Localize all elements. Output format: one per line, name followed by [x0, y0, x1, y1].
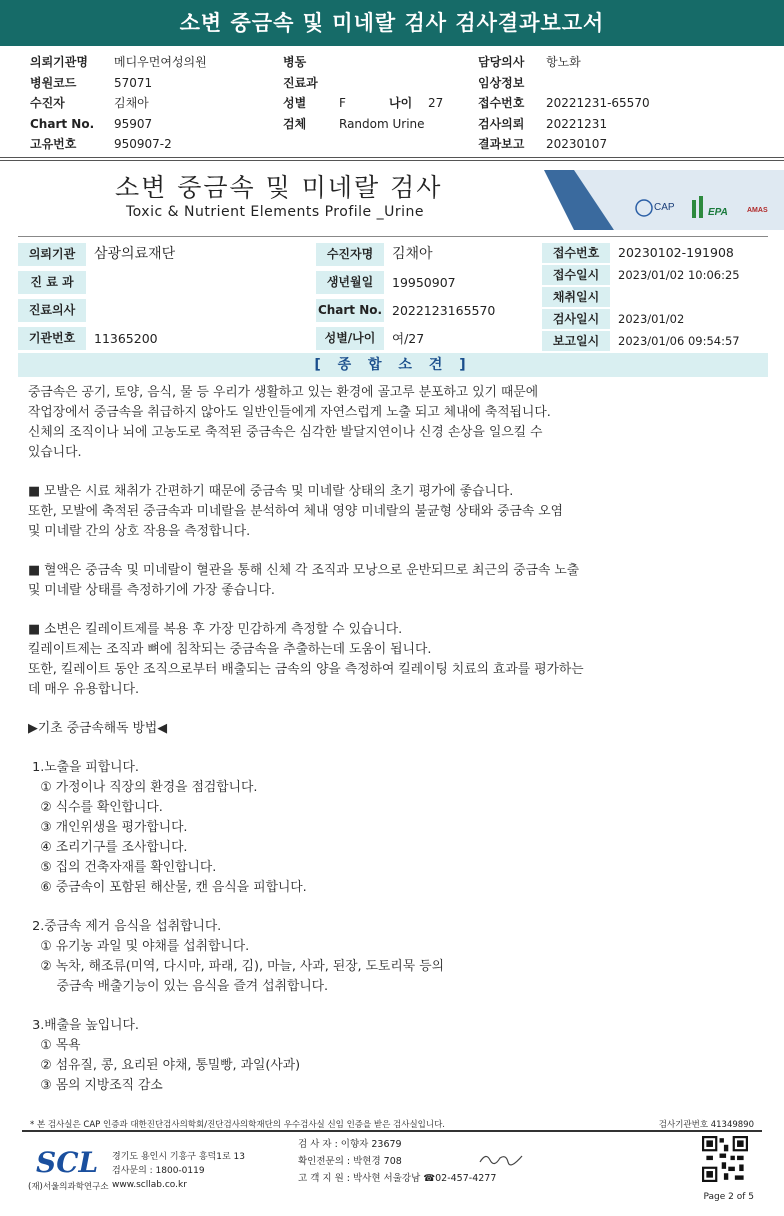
label: Chart No. [30, 116, 95, 131]
sex-label: 성별 [283, 96, 307, 110]
customer-support: 고 객 지 원 : 박사현 서울강남 ☎02-457-4277 [298, 1173, 497, 1184]
label: 생년월일 [316, 271, 384, 294]
text-line: ③ 몸의 지방조직 감소 [28, 1078, 163, 1093]
label: 검사일시 [542, 309, 610, 329]
value: 김채아 [114, 96, 149, 110]
dept-value [86, 271, 312, 294]
birth-value: 19950907 [392, 275, 456, 290]
sexage-value: 여/27 [392, 331, 425, 346]
label: 의뢰기관명 [30, 55, 88, 69]
address-block [112, 1150, 245, 1192]
specimen-label: 검체 [283, 116, 307, 131]
registration-number: 검사기관번호 41349890 [658, 1120, 754, 1130]
text-line: 킬레이트제는 조직과 뼈에 침착되는 중금속을 추출하는데 도움이 됩니다. [28, 642, 432, 657]
chart-value: 2022123165570 [392, 303, 496, 318]
text-line: ① 가정이나 직장의 환경을 점검합니다. [28, 780, 258, 795]
tester: 검 사 자 : 이향자 23679 [298, 1139, 402, 1150]
kolas-logo-icon [692, 200, 696, 218]
address: 경기도 용인시 기흥구 흥덕1로 13 [112, 1152, 245, 1162]
label: 보고일시 [542, 331, 610, 351]
value: 메디우먼여성의원 [114, 55, 207, 69]
text-line: ① 유기농 과일 및 야채를 섭취합니다. [28, 939, 250, 954]
amas-logo: AMAS [747, 207, 768, 214]
divider [0, 157, 784, 158]
value: 950907-2 [114, 137, 172, 151]
text-line: 작업장에서 중금속을 취급하지 않아도 일반인들에게 자연스럽게 노출 되고 체내에 축적됩니다. [28, 405, 551, 420]
doctor-value [86, 299, 312, 322]
label: 검사의뢰 [478, 116, 525, 131]
text-line: ⑤ 집의 건축자재를 확인합니다. [28, 860, 217, 875]
cap-logo: CAP [654, 202, 675, 213]
label: 성별/나이 [316, 327, 384, 350]
page-number: Page 2 of 5 [703, 1192, 754, 1202]
collect-value [610, 287, 768, 307]
inner-title: 소변 중금속 및 미네랄 검사 [115, 173, 443, 202]
text-line: 또한, 모발에 축적된 중금속과 미네랄을 분석하여 체내 영양 미네랄의 불균형 상태와 중금속 오염 [28, 504, 563, 519]
label: 임상정보 [478, 75, 525, 90]
divider [22, 1130, 762, 1132]
summary-body [28, 383, 768, 1096]
text-line: ■ 모발은 시료 채취가 간편하기 때문에 중금속 및 미네랄 상태의 초기 평가에 좋습니다. [28, 484, 514, 499]
text-line: 중금속 배출기능이 있는 음식을 즐겨 섭취합니다. [28, 979, 329, 994]
footer [0, 1116, 784, 1216]
text-line: 중금속은 공기, 토양, 음식, 물 등 우리가 생활하고 있는 환경에 골고루 분포하고 있기 때문에 [28, 385, 539, 400]
confirmer: 확인전문의 : 박현경 708 [298, 1156, 402, 1167]
header-col1 [30, 52, 207, 155]
dept-label: 진료과 [283, 75, 318, 90]
value: 20221231 [546, 116, 608, 131]
value: 95907 [114, 116, 153, 131]
website: www.scllab.co.kr [112, 1180, 187, 1190]
text-line: 있습니다. [28, 445, 82, 460]
text-line: ④ 조리기구를 조사합니다. [28, 840, 188, 855]
text-line: 신체의 조직이나 뇌에 고농도로 축적된 중금속은 심각한 발달지연이나 신경 손상을 일으킬 수 [28, 425, 543, 440]
accreditation-note: * 본 검사실은 CAP 인증과 대한진단검사의학회/진단검사의학재단의 우수검사실 신임 인증을 받은 검사실입니다. [30, 1120, 445, 1130]
qr-code-icon [702, 1136, 748, 1182]
scl-logo: SCL [36, 1146, 99, 1179]
text-line: ② 섬유질, 콩, 요리된 야채, 통밀빵, 과일(사과) [28, 1058, 301, 1073]
text-line: 2.중금속 제거 음식을 섭취합니다. [28, 919, 222, 934]
label: 접수번호 [478, 96, 525, 110]
signature-icon [478, 1150, 524, 1168]
test-date-value: 2023/01/02 [618, 312, 685, 326]
report-date-value: 2023/01/06 09:54:57 [618, 334, 740, 348]
inner-subtitle: Toxic & Nutrient Elements Profile _Urine [126, 204, 424, 220]
summary-heading: [ 종 합 소 견 ] [18, 353, 768, 377]
age-label: 나이 [389, 96, 413, 110]
label: 수진자명 [316, 243, 384, 266]
epa-logo: EPA [708, 207, 728, 218]
label: 진료의사 [18, 299, 86, 322]
label: 기관번호 [18, 327, 86, 350]
text-line: ① 목욕 [28, 1038, 81, 1053]
label: 고유번호 [30, 137, 77, 151]
label: 접수번호 [542, 243, 610, 263]
label: 접수일시 [542, 265, 610, 285]
text-line: 및 미네랄 간의 상호 작용을 측정합니다. [28, 524, 251, 539]
inst-no-value: 11365200 [94, 331, 158, 346]
accreditation-logos [544, 170, 784, 230]
text-line: ② 식수를 확인합니다. [28, 800, 163, 815]
text-line: ■ 혈액은 중금속 및 미네랄이 혈관을 통해 신체 각 조직과 모낭으로 운반되므로 최근의 중금속 노출 [28, 563, 580, 578]
header-col2 [283, 52, 483, 134]
specimen-value: Random Urine [339, 116, 425, 131]
method-title: ▶기초 중금속해독 방법◀ [28, 721, 168, 736]
value: 57071 [114, 75, 153, 90]
divider [0, 160, 784, 161]
institution-value: 삼광의료재단 [94, 246, 176, 262]
text-line: 데 매우 유용합니다. [28, 682, 140, 697]
label: Chart No. [316, 299, 384, 322]
label: 병원코드 [30, 75, 77, 90]
value: 20221231-65570 [546, 96, 650, 110]
label: 의뢰기관 [18, 243, 86, 266]
value: 20230107 [546, 137, 608, 151]
age-value: 27 [428, 96, 444, 110]
text-line: ■ 소변은 킬레이트제를 복용 후 가장 민감하게 측정할 수 있습니다. [28, 622, 403, 637]
scl-org-name: (재)서울의과학연구소 [28, 1182, 109, 1192]
label: 담당의사 [478, 55, 525, 69]
text-line: ⑥ 중금속이 포함된 해산물, 캔 음식을 피합니다. [28, 880, 307, 895]
text-line: ③ 개인위생을 평가합니다. [28, 820, 188, 835]
text-line: 1.노출을 피합니다. [28, 760, 139, 775]
receipt-no-value: 20230102-191908 [618, 245, 734, 260]
value: 항노화 [546, 55, 581, 69]
ward-label: 병동 [283, 55, 307, 69]
staff-block [298, 1136, 496, 1187]
label: 채취일시 [542, 287, 610, 307]
label: 진 료 과 [18, 271, 86, 294]
text-line: ② 녹차, 해조류(미역, 다시마, 파래, 김), 마늘, 사과, 된장, 도토리묵 등의 [28, 959, 444, 974]
text-line: 및 미네랄 상태를 측정하기에 가장 좋습니다. [28, 583, 275, 598]
kolas-logo-icon [699, 196, 703, 218]
header-col3 [478, 52, 650, 155]
text-line: 3.배출을 높입니다. [28, 1018, 139, 1033]
sex-value: F [339, 96, 346, 110]
patient-value: 김채아 [392, 246, 433, 262]
phone: 검사문의 : 1800-0119 [112, 1166, 205, 1176]
receipt-time-value: 2023/01/02 10:06:25 [618, 268, 740, 282]
report-title: 소변 중금속 및 미네랄 검사 검사결과보고서 [0, 0, 784, 46]
label: 수진자 [30, 96, 65, 110]
label: 결과보고 [478, 137, 525, 151]
divider [18, 236, 768, 237]
text-line: 또한, 킬레이트 동안 조직으로부터 배출되는 금속의 양을 측정하여 킬레이팅 치료의 효과를 평가하는 [28, 662, 584, 677]
